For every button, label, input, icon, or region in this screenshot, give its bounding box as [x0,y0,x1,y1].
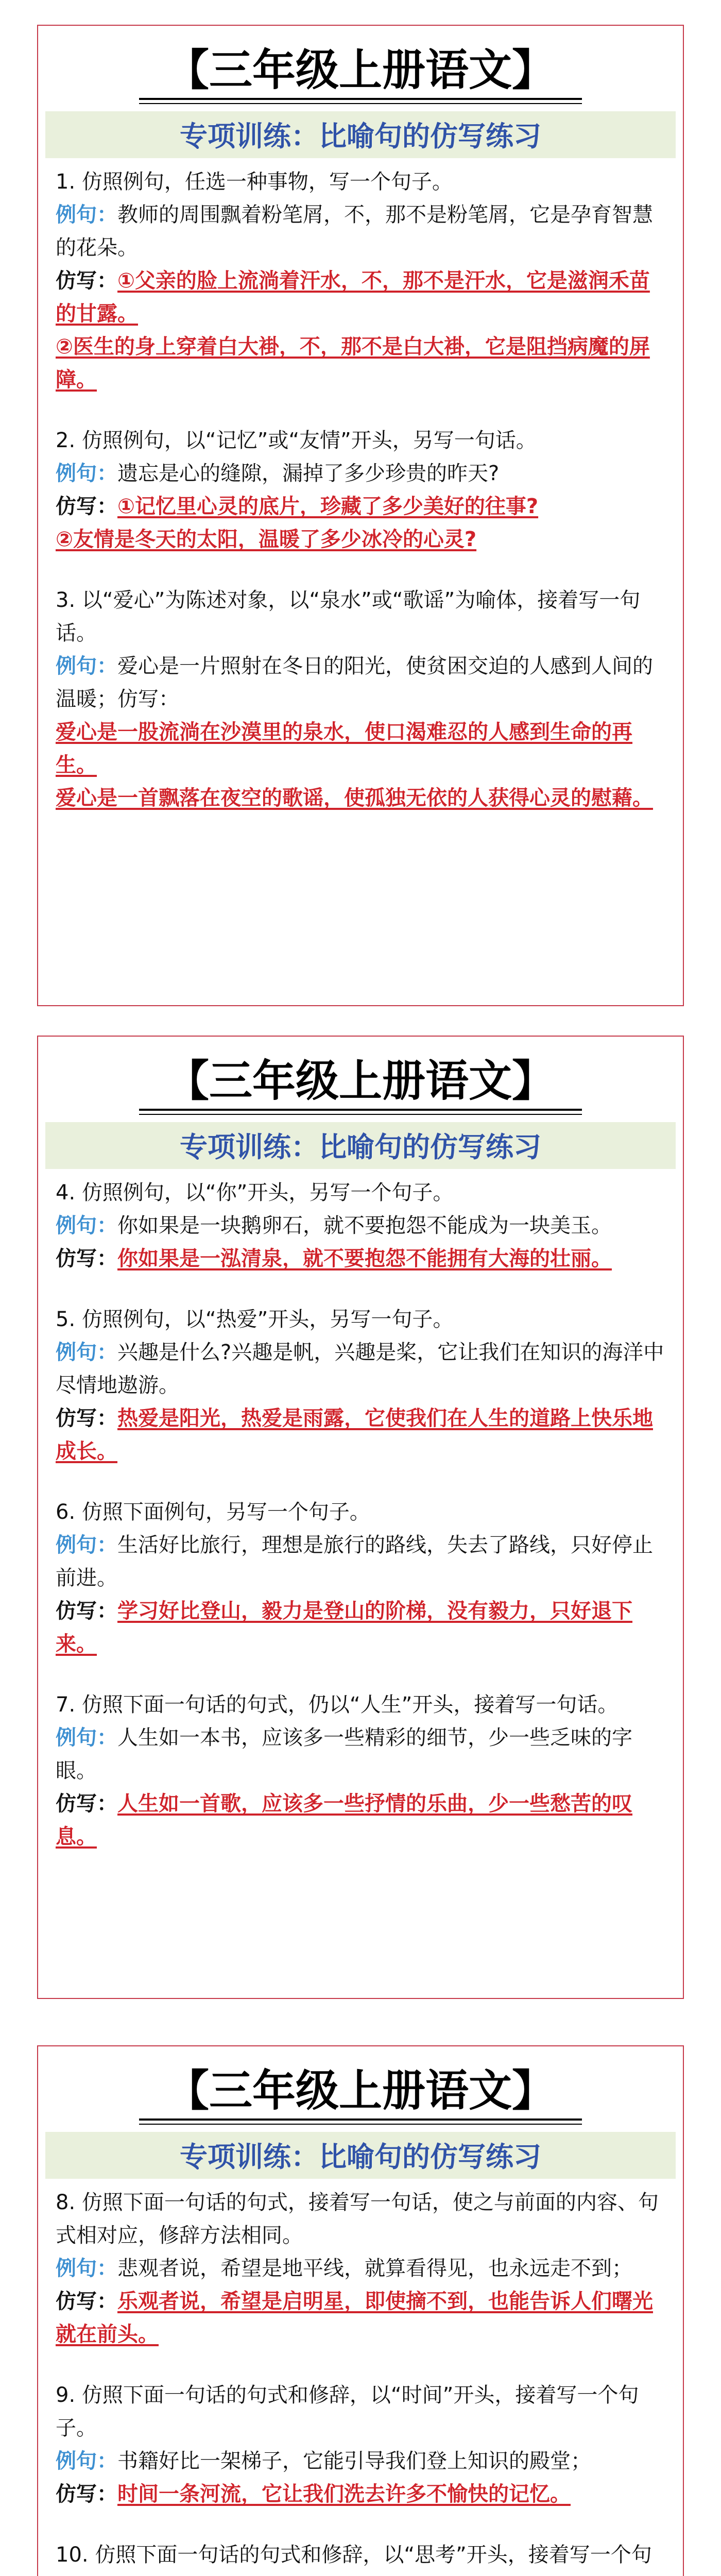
answer-line [56,716,665,782]
page-subtitle: 专项训练：比喻句的仿写练习 [45,1122,676,1169]
question-list [38,2186,683,2576]
answer-text: 爱心是一首飘落在夜空的歌谣，使孤独无依的人获得心灵的慰藉。 [56,786,653,810]
example-sentence [56,2445,665,2478]
example-text: 悲观者说，希望是地平线，就算看得见，也永远走不到； [117,2257,632,2281]
answer-label: 仿写： [56,1599,117,1623]
question-10 [56,2538,665,2576]
title-underline [139,2119,582,2125]
question-list [38,1176,683,1886]
question-prompt: 3. 以“爱心”为陈述对象，以“泉水”或“歌谣”为喻体，接着写一句话。 [56,588,641,646]
answer-line [56,1787,665,1853]
example-text: 书籍好比一架梯子，它能引导我们登上知识的殿堂； [117,2449,591,2473]
example-label: 例句： [56,1214,117,1238]
question-prompt: 10. 仿照下面一句话的句式和修辞，以“思考”开头，接着写一个句 [56,2543,652,2567]
answer-text: 乐观者说，希望是启明星，即使摘不到，也能告诉人们曙光就在前头。 [56,2290,653,2347]
answer-text: ②友情是冬天的太阳，温暖了多少冰冷的心灵? [56,528,477,552]
question-6 [56,1496,665,1660]
question-prompt: 8. 仿照下面一句话的句式，接着写一句话，使之与前面的内容、句式相对应，修辞方法相同。 [56,2191,659,2248]
example-text: 生活好比旅行，理想是旅行的路线，失去了路线，只好停止前进。 [56,1533,653,1590]
example-sentence [56,1529,665,1595]
example-label: 例句： [56,654,117,679]
answer-text: ②医生的身上穿着白大褂，不，那不是白大褂，它是阻挡病魔的屏障。 [56,335,650,392]
question-list [38,165,683,848]
answer-label: 仿写： [56,1792,117,1816]
question-7 [56,1688,665,1853]
answer-line [56,1242,665,1275]
example-text: 爱心是一片照射在冬日的阳光，使贫困交迫的人感到人间的温暖；仿写： [56,654,653,711]
question-2 [56,424,665,556]
answer-label: 仿写： [56,2290,117,2314]
example-label: 例句： [56,203,117,227]
worksheet-page-2 [37,1036,684,1999]
answer-line [56,2478,665,2511]
example-sentence [56,2252,665,2285]
example-text: 兴趣是什么?兴趣是帆，兴趣是桨，它让我们在知识的海洋中尽情地遨游。 [56,1341,664,1398]
example-label: 例句： [56,1341,117,1365]
question-prompt: 5. 仿照例句，以“热爱”开头，另写一句子。 [56,1308,454,1332]
answer-text: ①父亲的脸上流淌着汗水，不，那不是汗水，它是滋润禾苗的甘露。 [56,269,650,326]
question-prompt: 4. 仿照例句，以“你”开头，另写一个句子。 [56,1181,454,1205]
answer-line [56,330,665,396]
title-underline [139,1109,582,1115]
example-label: 例句： [56,1726,117,1750]
answer-label: 仿写： [56,2482,117,2506]
answer-line [56,2285,665,2351]
answer-label: 仿写： [56,495,117,519]
example-text: 教师的周围飘着粉笔屑，不，那不是粉笔屑，它是孕育智慧的花朵。 [56,203,653,260]
answer-text: 时间一条河流，它让我们洗去许多不愉快的记忆。 [117,2482,571,2506]
example-text: 遗忘是心的缝隙，漏掉了多少珍贵的昨天? [117,462,500,486]
page-title: 【三年级上册语文】 [165,2065,555,2116]
question-prompt: 6. 仿照下面例句，另写一个句子。 [56,1500,370,1524]
example-text: 你如果是一块鹅卵石，就不要抱怨不能成为一块美玉。 [117,1214,612,1238]
question-4 [56,1176,665,1275]
answer-text: 学习好比登山，毅力是登山的阶梯，没有毅力，只好退下来。 [56,1599,632,1656]
answer-text: 你如果是一泓清泉，就不要抱怨不能拥有大海的壮丽。 [117,1247,612,1271]
title-underline [139,98,582,104]
answer-line [56,1402,665,1468]
example-sentence [56,457,665,490]
example-label: 例句： [56,1533,117,1557]
answer-line [56,782,665,815]
page-title: 【三年级上册语文】 [165,45,555,95]
question-3 [56,584,665,815]
example-sentence [56,650,665,716]
example-label: 例句： [56,462,117,486]
question-prompt: 1. 仿照例句，任选一种事物，写一个句子。 [56,170,453,194]
question-prompt: 9. 仿照下面一句话的句式和修辞，以“时间”开头，接着写一个句子。 [56,2383,639,2441]
example-label: 例句： [56,2449,117,2473]
question-9 [56,2379,665,2511]
answer-text: 人生如一首歌，应该多一些抒情的乐曲，少一些愁苦的叹息。 [56,1792,632,1849]
answer-text: 爱心是一股流淌在沙漠里的泉水，使口渴难忍的人感到生命的再生。 [56,720,632,777]
question-1 [56,165,665,396]
page-subtitle: 专项训练：比喻句的仿写练习 [45,2132,676,2179]
answer-label: 仿写： [56,1247,117,1271]
example-text: 人生如一本书，应该多一些精彩的细节，少一些乏味的字眼。 [56,1726,632,1783]
worksheet-page-1 [37,25,684,1006]
answer-label: 仿写： [56,269,117,293]
question-prompt: 7. 仿照下面一句话的句式，仍以“人生”开头，接着写一句话。 [56,1693,619,1717]
example-sentence [56,1336,665,1402]
question-5 [56,1303,665,1468]
worksheet-page-3 [37,2045,684,2576]
answer-line [56,523,665,556]
answer-text: 热爱是阳光，热爱是雨露，它使我们在人生的道路上快乐地成长。 [56,1406,653,1464]
page-subtitle: 专项训练：比喻句的仿写练习 [45,111,676,158]
question-8 [56,2186,665,2351]
answer-label: 仿写： [56,1406,117,1431]
example-sentence [56,198,665,264]
example-label: 例句： [56,2257,117,2281]
page-title: 【三年级上册语文】 [165,1056,555,1106]
example-sentence [56,1721,665,1787]
answer-line [56,490,665,523]
answer-text: ①记忆里心灵的底片，珍藏了多少美好的往事? [117,495,539,519]
question-prompt: 2. 仿照例句，以“记忆”或“友情”开头，另写一句话。 [56,429,537,453]
answer-line [56,264,665,330]
example-sentence [56,1209,665,1242]
answer-line [56,1595,665,1660]
